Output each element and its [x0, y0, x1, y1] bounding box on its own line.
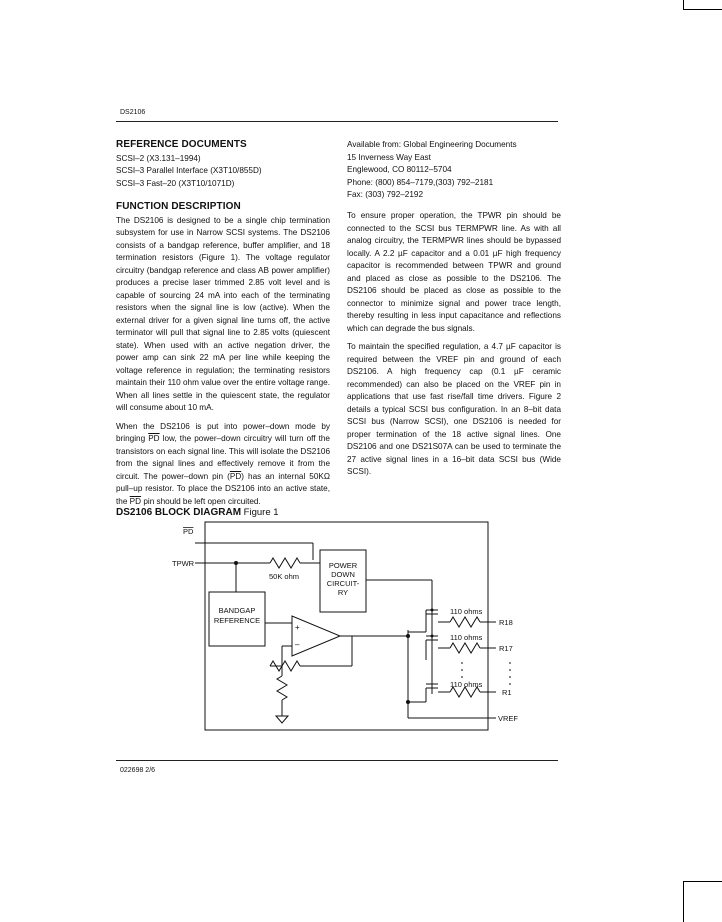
figure-title: DS2106 BLOCK DIAGRAM Figure 1 [116, 507, 279, 518]
function-paragraph-1: The DS2106 is designed to be a single chip termination subsystem for use in Narrow SCSI systems. The DS2106 consists of a bandgap reference, buffer amplifier, and 18 termination resistors (Figure 1). The voltage regulator circuitry (bandgap reference and class AB power amplifier) produces a precise laser trimmed 2.85 volt level and is capable of sourcing 24 mA into each of the terminating resistors when the signal line is low (active). When the external driver for a given signal line turns off, the active terminator will pull that signal line to 2.85 volts (quiescent state). When used with an active negation driver, the power amp can sink 22 mA per line while keeping the voltage reference in regulation; the terminating resistors maintain their 110 ohm value over the entire voltage range. When all lines settle in the quiescent state, the regulator will consume about 10 mA. [116, 215, 330, 412]
reference-item: SCSI–3 Fast–20 (X3T10/1071D) [116, 178, 235, 188]
tpwr-label: TPWR [172, 559, 195, 568]
crop-mark [683, 881, 722, 882]
reference-item: SCSI–3 Parallel Interface (X3T10/855D) [116, 166, 262, 175]
function-paragraph-3: To ensure proper operation, the TPWR pin should be connected to the SCSI bus TERMPWR line. As with all analog circuitry, the TERMPWR lines should be bypassed locally. A 2.2 µF capacitor and a 0.01 µF high frequency capacitor is recommended between TPWR and ground and placed as close as possible to the DS2106. The DS2106 should be placed as close as possible to the connector to minimize signal and power trace length, thereby resulting in less input capacitance and reflections which can degrade the bus signals. [347, 211, 561, 333]
vref-label: VREF [498, 714, 519, 723]
r1-value-label: 110 ohms [450, 680, 483, 689]
pd-signal: $\overline{PD}$ [229, 471, 242, 481]
resistor-r18 [450, 617, 480, 627]
availability-line: Available from: Global Engineering Documents [347, 140, 517, 149]
availability-line: Fax: (303) 792–2192 [347, 190, 424, 199]
power-down-label: DOWN [331, 570, 355, 579]
function-paragraph-2: When the DS2106 is put into power–down mode by bringing $\overline{PD}$ low, the power–down circuitry will turn off the transistors on each signal line. This will isolate the DS2106 from the signal lines and effectively remove it from the circuit. The power–down pin $(\overline{PD})$ has an internal 50KΩ pull–up resistor. To place the DS2106 into an active state, the $\overline{PD}$ pin should be left open circuited. [116, 421, 330, 506]
r17-value-label: 110 ohms [450, 633, 483, 642]
pd-signal: $\overline{PD}$ [129, 496, 142, 506]
bandgap-label: REFERENCE [213, 616, 261, 625]
r18-label: R18 [499, 618, 513, 627]
amplifier [292, 616, 340, 656]
footer-code: 022698 2/6 [120, 767, 156, 774]
power-down-label: RY [337, 588, 349, 597]
pd-label: PD [183, 527, 194, 536]
resistor-r17 [450, 643, 480, 653]
crop-mark [683, 881, 684, 922]
function-heading: FUNCTION DESCRIPTION [116, 201, 241, 212]
power-down-label: CIRCUIT- [326, 579, 360, 588]
resistor-50k [270, 558, 300, 568]
function-paragraph-4: To maintain the specified regulation, a 4.7 µF capacitor is required between the VREF pin and ground of each DS2106. A high frequency cap (0.1 µF ceramic recommended) can also be placed on the VREF pin in applications that use fast rise/fall time drivers. Figure 2 details a typical SCSI bus configuration. In an 8–bit data SCSI bus (Narrow SCSI), one DS2106 is needed for proper termination of the 18 active signal lines. One DS2106 and one DS21S07A can be used to terminate the 27 active signal lines in a 16–bit data SCSI bus (Wide SCSI). [347, 342, 561, 476]
pd-signal: $\overline{PD}$ [148, 434, 160, 443]
doc-id-header: DS2106 [120, 109, 146, 116]
reference-heading: REFERENCE DOCUMENTS [116, 139, 247, 150]
crop-mark [683, 9, 722, 10]
ground-resistor [277, 676, 287, 700]
footer-rule [116, 760, 558, 761]
availability-line: 15 Inverness Way East [347, 152, 431, 162]
res-50k-label: 50K ohm [269, 572, 300, 581]
bandgap-label: BANDGAP [218, 606, 256, 615]
r1-label: R1 [502, 688, 512, 697]
reference-item: SCSI–2 (X3.131–1994) [116, 153, 201, 163]
amp-minus-label: – [295, 640, 300, 649]
chip-outline [205, 522, 488, 730]
amp-plus-label: + [295, 623, 300, 632]
availability-line: Englewood, CO 80112–5704 [347, 165, 452, 174]
availability-line: Phone: (800) 854–7179,(303) 792–2181 [347, 177, 494, 187]
r18-value-label: 110 ohms [450, 607, 483, 616]
r17-label: R17 [499, 644, 513, 653]
power-down-label: POWER [328, 561, 358, 570]
